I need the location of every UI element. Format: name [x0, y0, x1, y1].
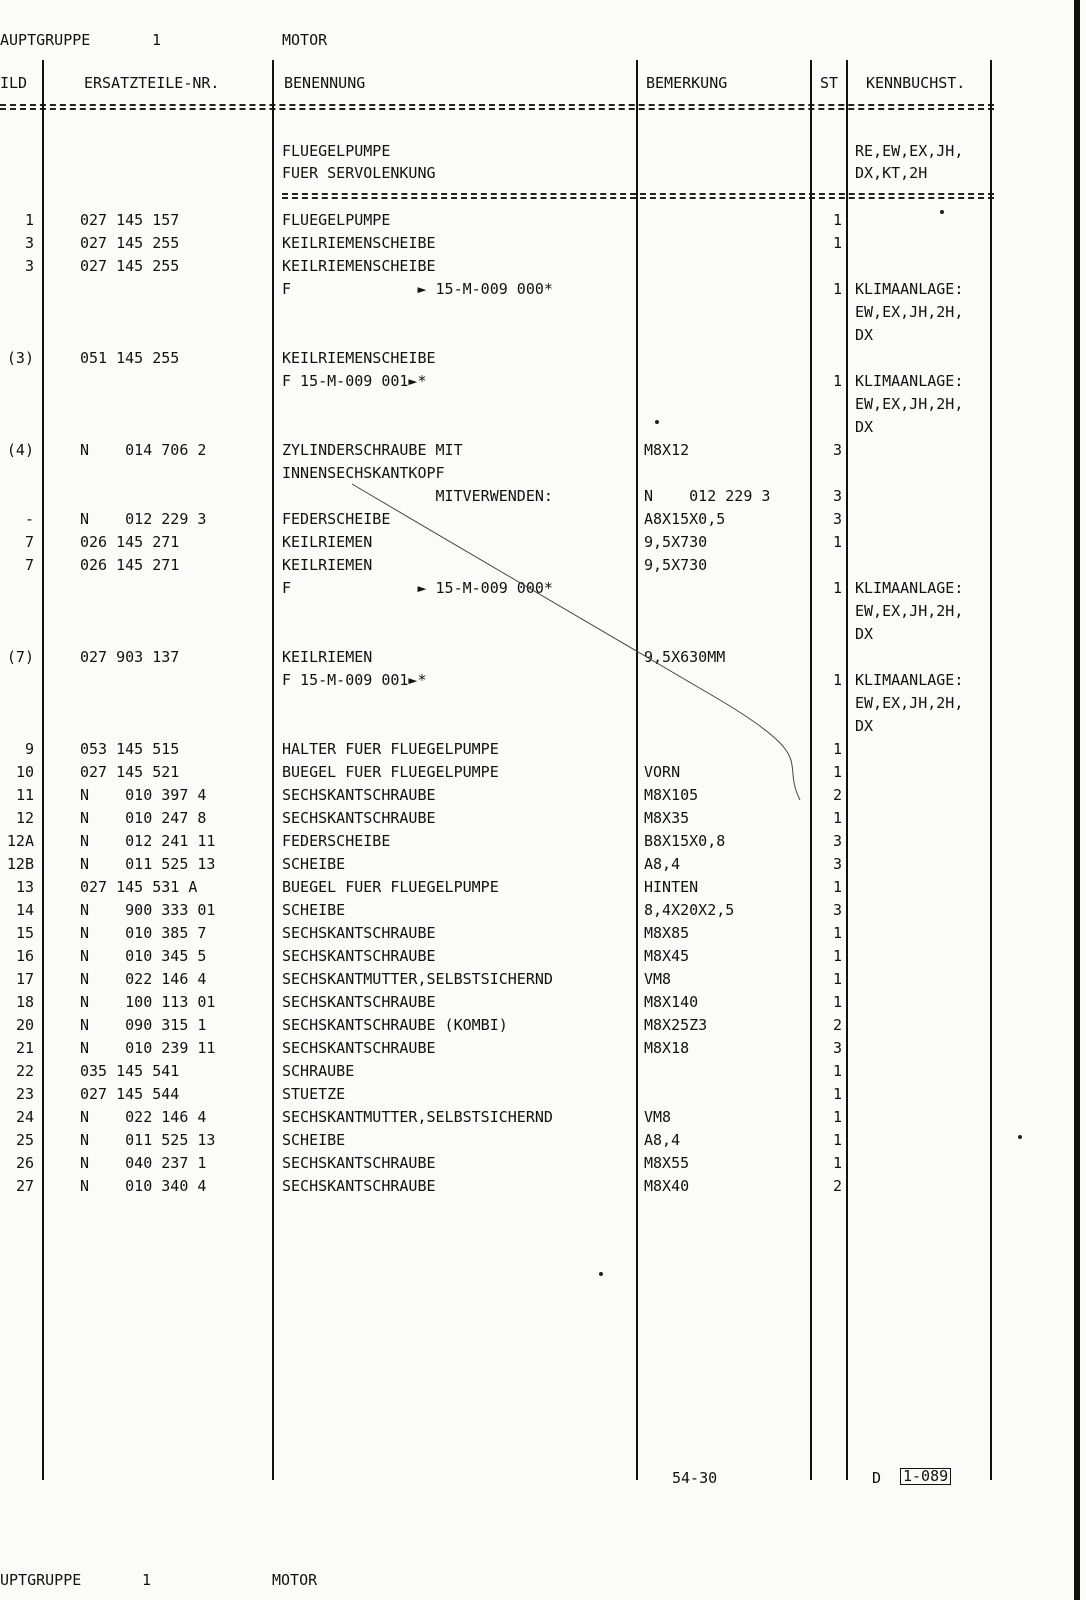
row-part-number: 027 145 255 — [80, 234, 180, 252]
row-qty: 1 — [832, 579, 842, 597]
row-part-number: N 010 345 5 — [80, 947, 207, 965]
row-part-number: N 090 315 1 — [80, 1016, 207, 1034]
column-divider — [42, 60, 44, 1480]
footer-lang: D — [872, 1469, 882, 1487]
row-qty: 1 — [832, 1154, 842, 1172]
row-bild: 7 — [24, 556, 34, 574]
section-subtitle: FUER SERVOLENKUNG — [282, 164, 436, 182]
row-remark: M8X18 — [644, 1039, 690, 1057]
row-bild: 11 — [15, 786, 34, 804]
next-group-number: 1 — [142, 1571, 152, 1589]
row-name: KEILRIEMEN — [282, 556, 373, 574]
row-qty: 1 — [832, 809, 842, 827]
row-remark: M8X40 — [644, 1177, 690, 1195]
row-bild: 20 — [15, 1016, 34, 1034]
row-name: SECHSKANTSCHRAUBE — [282, 1154, 436, 1172]
row-bild: 24 — [15, 1108, 34, 1126]
row-name: FEDERSCHEIBE — [282, 510, 391, 528]
row-qty: 2 — [832, 1016, 842, 1034]
row-bild: (4) — [6, 441, 34, 459]
header-separator — [0, 104, 994, 106]
col-header-part-no: ERSATZTEILE-NR. — [84, 74, 220, 92]
row-part-number: 027 145 255 — [80, 257, 180, 275]
row-name: SECHSKANTSCHRAUBE (KOMBI) — [282, 1016, 508, 1034]
row-name: F 15-M-009 001►* — [282, 372, 427, 390]
section-codes-2: DX,KT,2H — [855, 164, 928, 182]
row-remark: B8X15X0,8 — [644, 832, 726, 850]
section-codes: RE,EW,EX,JH, — [855, 142, 964, 160]
row-qty: 1 — [832, 1085, 842, 1103]
column-divider — [846, 60, 848, 1480]
row-qty: 1 — [832, 372, 842, 390]
row-name: STUETZE — [282, 1085, 346, 1103]
col-header-qty: ST — [820, 74, 839, 92]
row-qty: 1 — [832, 993, 842, 1011]
row-part-number: N 010 385 7 — [80, 924, 207, 942]
row-name: KEILRIEMEN — [282, 533, 373, 551]
row-part-number: N 040 237 1 — [80, 1154, 207, 1172]
row-remark: A8,4 — [644, 1131, 681, 1149]
row-codes: EW,EX,JH,2H, — [855, 694, 964, 712]
row-codes: EW,EX,JH,2H, — [855, 303, 964, 321]
row-part-number: N 900 333 01 — [80, 901, 216, 919]
row-codes: KLIMAANLAGE: — [855, 579, 964, 597]
row-part-number: N 022 146 4 — [80, 1108, 207, 1126]
column-divider — [272, 60, 274, 1480]
row-name: F ► 15-M-009 000* — [282, 280, 553, 298]
row-remark: VM8 — [644, 970, 672, 988]
row-name: ZYLINDERSCHRAUBE MIT — [282, 441, 463, 459]
row-qty: 3 — [832, 487, 842, 505]
row-qty: 1 — [832, 878, 842, 896]
section-separator-2 — [282, 197, 994, 199]
row-name: FEDERSCHEIBE — [282, 832, 391, 850]
row-qty: 1 — [832, 280, 842, 298]
row-part-number: 053 145 515 — [80, 740, 180, 758]
row-part-number: N 010 247 8 — [80, 809, 207, 827]
row-qty: 3 — [832, 855, 842, 873]
footer-code: 1-089 — [900, 1468, 951, 1485]
row-remark: 9,5X630MM — [644, 648, 726, 666]
row-part-number: N 010 397 4 — [80, 786, 207, 804]
row-part-number: 027 145 531 A — [80, 878, 198, 896]
row-name: BUEGEL FUER FLUEGELPUMPE — [282, 763, 499, 781]
row-name: KEILRIEMENSCHEIBE — [282, 234, 436, 252]
row-name: SECHSKANTSCHRAUBE — [282, 1177, 436, 1195]
row-bild: 3 — [24, 257, 34, 275]
row-qty: 1 — [832, 1062, 842, 1080]
row-name: SECHSKANTMUTTER,SELBSTSICHERND — [282, 970, 553, 988]
scan-speck — [599, 1272, 603, 1276]
row-name: KEILRIEMENSCHEIBE — [282, 257, 436, 275]
row-part-number: 027 145 157 — [80, 211, 180, 229]
row-codes: EW,EX,JH,2H, — [855, 395, 964, 413]
row-codes: KLIMAANLAGE: — [855, 280, 964, 298]
row-codes: KLIMAANLAGE: — [855, 671, 964, 689]
row-name: F ► 15-M-009 000* — [282, 579, 553, 597]
row-name: SCHEIBE — [282, 855, 346, 873]
row-bild: 9 — [24, 740, 34, 758]
row-remark: VM8 — [644, 1108, 672, 1126]
row-part-number: 035 145 541 — [80, 1062, 180, 1080]
col-header-codes: KENNBUCHST. — [866, 74, 966, 92]
row-qty: 1 — [832, 763, 842, 781]
row-qty: 2 — [832, 1177, 842, 1195]
row-bild: 14 — [15, 901, 34, 919]
row-remark: M8X45 — [644, 947, 690, 965]
row-remark: A8,4 — [644, 855, 681, 873]
row-name: SECHSKANTSCHRAUBE — [282, 924, 436, 942]
row-codes: DX — [855, 625, 874, 643]
row-part-number: 027 145 544 — [80, 1085, 180, 1103]
row-qty: 1 — [832, 740, 842, 758]
row-qty: 3 — [832, 441, 842, 459]
row-part-number: 027 903 137 — [80, 648, 180, 666]
row-part-number: N 010 239 11 — [80, 1039, 216, 1057]
scan-speck — [1018, 1135, 1022, 1139]
row-name: SECHSKANTSCHRAUBE — [282, 786, 436, 804]
row-part-number: 026 145 271 — [80, 556, 180, 574]
row-remark: 9,5X730 — [644, 556, 708, 574]
row-bild: 10 — [15, 763, 34, 781]
row-qty: 1 — [832, 533, 842, 551]
row-qty: 1 — [832, 1131, 842, 1149]
row-remark: M8X12 — [644, 441, 690, 459]
scan-speck — [940, 210, 944, 214]
row-name: INNENSECHSKANTKOPF — [282, 464, 445, 482]
col-header-bild: ILD — [0, 74, 28, 92]
row-remark: M8X140 — [644, 993, 699, 1011]
row-bild: 18 — [15, 993, 34, 1011]
row-bild: 25 — [15, 1131, 34, 1149]
row-qty: 1 — [832, 947, 842, 965]
row-codes: DX — [855, 326, 874, 344]
row-bild: 23 — [15, 1085, 34, 1103]
row-remark: 8,4X20X2,5 — [644, 901, 735, 919]
row-part-number: 027 145 521 — [80, 763, 180, 781]
next-group-label: UPTGRUPPE — [0, 1571, 82, 1589]
row-part-number: N 100 113 01 — [80, 993, 216, 1011]
row-name: SECHSKANTSCHRAUBE — [282, 947, 436, 965]
row-part-number: N 022 146 4 — [80, 970, 207, 988]
row-name: SCHRAUBE — [282, 1062, 355, 1080]
row-name: F 15-M-009 001►* — [282, 671, 427, 689]
row-qty: 3 — [832, 901, 842, 919]
row-qty: 1 — [832, 970, 842, 988]
row-remark: M8X25Z3 — [644, 1016, 708, 1034]
row-name: MITVERWENDEN: — [282, 487, 553, 505]
scan-edge — [1074, 0, 1080, 1600]
scan-speck — [655, 420, 659, 424]
row-bild: 12B — [6, 855, 34, 873]
row-bild: - — [24, 510, 34, 528]
row-bild: 21 — [15, 1039, 34, 1057]
row-part-number: N 010 340 4 — [80, 1177, 207, 1195]
row-name: SECHSKANTSCHRAUBE — [282, 1039, 436, 1057]
row-qty: 1 — [832, 1108, 842, 1126]
row-name: SCHEIBE — [282, 901, 346, 919]
row-part-number: N 014 706 2 — [80, 441, 207, 459]
page-number: 54-30 — [672, 1469, 718, 1487]
row-name: SECHSKANTSCHRAUBE — [282, 993, 436, 1011]
row-name: SECHSKANTMUTTER,SELBSTSICHERND — [282, 1108, 553, 1126]
row-bild: 12 — [15, 809, 34, 827]
row-bild: 1 — [24, 211, 34, 229]
row-codes: KLIMAANLAGE: — [855, 372, 964, 390]
row-bild: (3) — [6, 349, 34, 367]
next-group-name: MOTOR — [272, 1571, 318, 1589]
row-bild: (7) — [6, 648, 34, 666]
row-remark: N 012 229 3 — [644, 487, 771, 505]
row-qty: 2 — [832, 786, 842, 804]
header-separator-2 — [0, 108, 994, 110]
row-name: SCHEIBE — [282, 1131, 346, 1149]
row-name: KEILRIEMENSCHEIBE — [282, 349, 436, 367]
row-remark: M8X35 — [644, 809, 690, 827]
row-remark: VORN — [644, 763, 681, 781]
row-part-number: N 012 229 3 — [80, 510, 207, 528]
row-bild: 3 — [24, 234, 34, 252]
row-name: HALTER FUER FLUEGELPUMPE — [282, 740, 499, 758]
row-part-number: 051 145 255 — [80, 349, 180, 367]
group-label: AUPTGRUPPE — [0, 31, 91, 49]
row-remark: 9,5X730 — [644, 533, 708, 551]
row-bild: 22 — [15, 1062, 34, 1080]
row-bild: 12A — [6, 832, 34, 850]
row-name: SECHSKANTSCHRAUBE — [282, 809, 436, 827]
row-qty: 1 — [832, 211, 842, 229]
row-bild: 17 — [15, 970, 34, 988]
row-remark: M8X105 — [644, 786, 699, 804]
row-codes: DX — [855, 418, 874, 436]
row-qty: 1 — [832, 671, 842, 689]
section-title: FLUEGELPUMPE — [282, 142, 391, 160]
row-part-number: 026 145 271 — [80, 533, 180, 551]
row-remark: M8X55 — [644, 1154, 690, 1172]
row-name: FLUEGELPUMPE — [282, 211, 391, 229]
row-remark: A8X15X0,5 — [644, 510, 726, 528]
row-bild: 7 — [24, 533, 34, 551]
row-qty: 3 — [832, 510, 842, 528]
group-number: 1 — [152, 31, 162, 49]
col-header-name: BENENNUNG — [284, 74, 366, 92]
section-separator — [282, 193, 994, 195]
row-bild: 26 — [15, 1154, 34, 1172]
row-part-number: N 011 525 13 — [80, 1131, 216, 1149]
row-name: KEILRIEMEN — [282, 648, 373, 666]
row-bild: 16 — [15, 947, 34, 965]
row-codes: DX — [855, 717, 874, 735]
row-bild: 27 — [15, 1177, 34, 1195]
col-header-remark: BEMERKUNG — [646, 74, 728, 92]
column-divider — [636, 60, 638, 1480]
row-part-number: N 012 241 11 — [80, 832, 216, 850]
row-bild: 15 — [15, 924, 34, 942]
row-part-number: N 011 525 13 — [80, 855, 216, 873]
row-qty: 1 — [832, 234, 842, 252]
row-name: BUEGEL FUER FLUEGELPUMPE — [282, 878, 499, 896]
column-divider — [990, 60, 992, 1480]
row-remark: M8X85 — [644, 924, 690, 942]
row-bild: 13 — [15, 878, 34, 896]
row-qty: 1 — [832, 924, 842, 942]
row-codes: EW,EX,JH,2H, — [855, 602, 964, 620]
row-remark: HINTEN — [644, 878, 699, 896]
group-name: MOTOR — [282, 31, 328, 49]
row-qty: 3 — [832, 832, 842, 850]
row-qty: 3 — [832, 1039, 842, 1057]
